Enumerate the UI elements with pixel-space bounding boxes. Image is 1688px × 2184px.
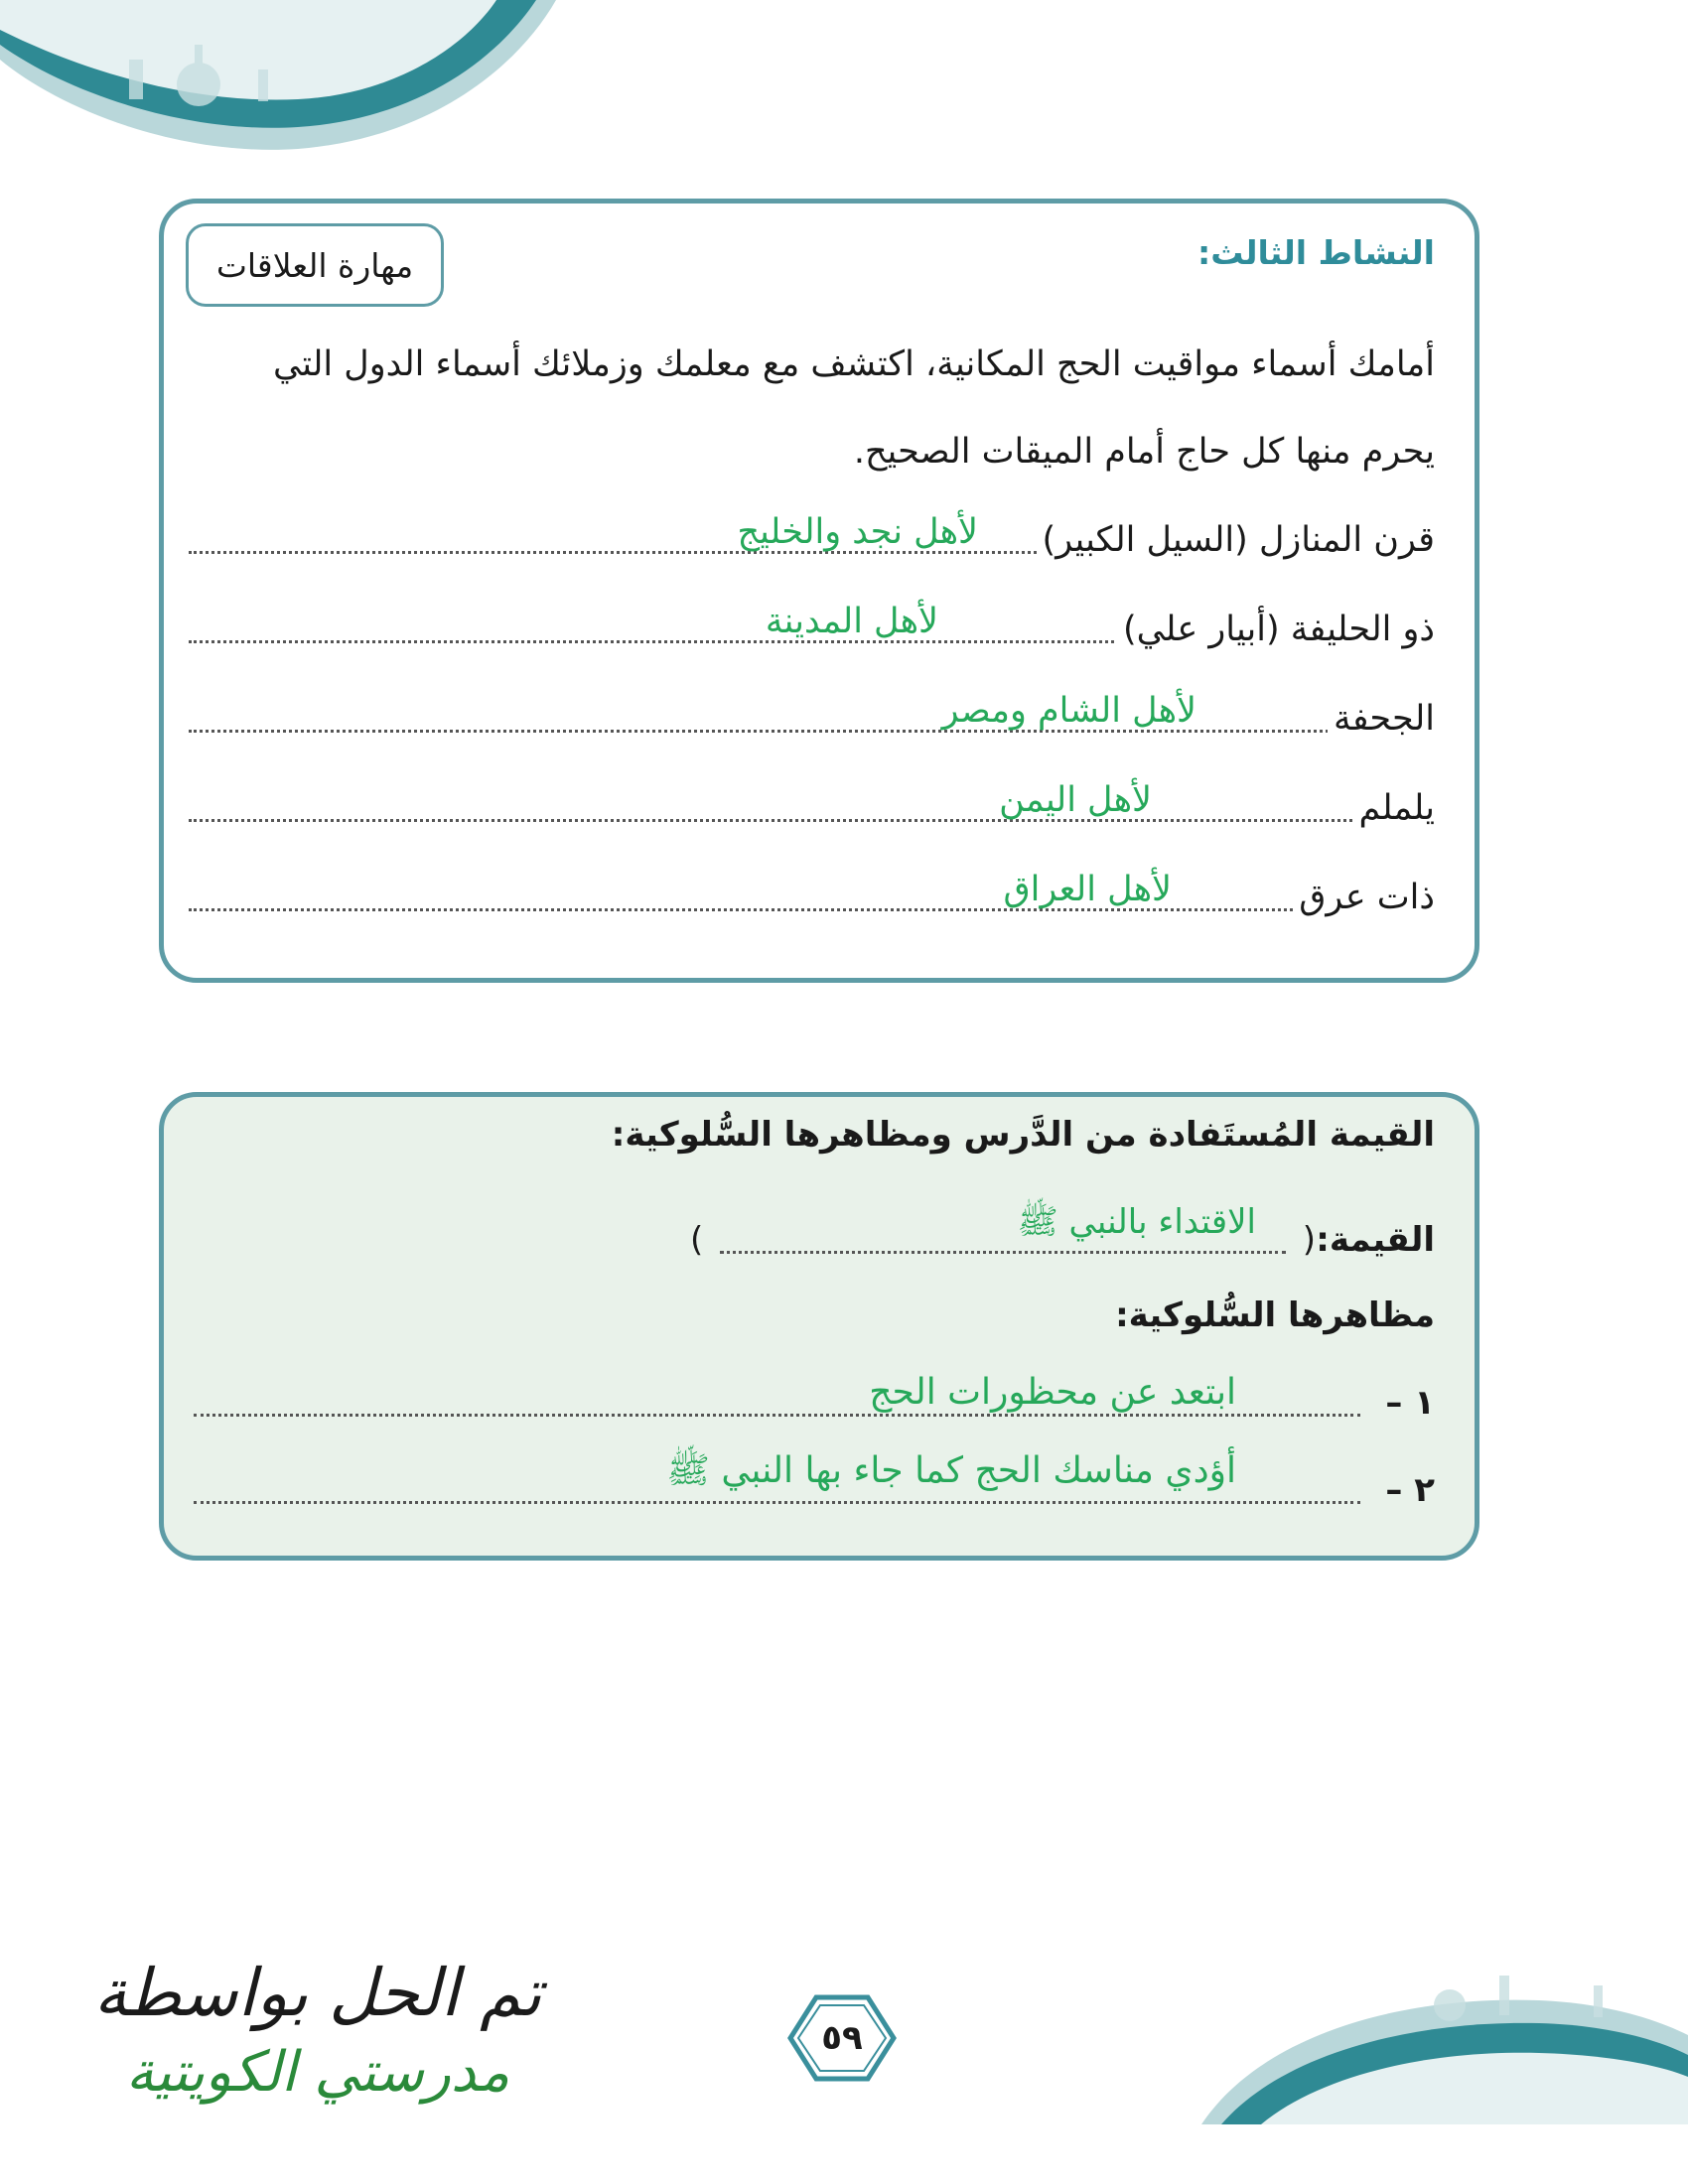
miqat-row: [189, 764, 1435, 834]
top-ornament: [0, 0, 556, 169]
open-paren: (: [1302, 1220, 1316, 1260]
answer-line: [189, 730, 1435, 733]
value-heading: القيمة المُستَفادة من الدَّرس ومظاهرها السُّلوكية:: [611, 1115, 1435, 1155]
item-number: ١ –: [1385, 1383, 1435, 1423]
answer-line: [194, 1501, 1360, 1504]
miqat-row: [189, 496, 1435, 566]
answer-line: [189, 908, 1435, 911]
miqat-label: يلملم: [1353, 788, 1435, 828]
miqat-answer: لأهل المدينة: [765, 602, 938, 641]
value-row: [541, 1204, 1435, 1264]
skill-badge: مهارة العلاقات: [186, 223, 444, 307]
close-paren: ): [690, 1220, 704, 1260]
miqat-answer: لأهل العراق: [1003, 870, 1172, 909]
signature: [60, 1951, 576, 2119]
bottom-ornament: [1201, 1966, 1688, 2124]
miqat-row: [189, 854, 1435, 923]
value-label: القيمة:: [1316, 1220, 1435, 1260]
activity-title: النشاط الثالث:: [1197, 233, 1435, 272]
miqat-label: قرن المنازل (السيل الكبير): [1037, 520, 1435, 560]
answer-line: [194, 1414, 1360, 1417]
answer-line: [189, 819, 1435, 822]
miqat-answer: لأهل اليمن: [999, 780, 1152, 820]
behavior-item: [194, 1444, 1435, 1514]
miqat-label: الجحفة: [1328, 699, 1435, 739]
miqat-label: ذو الحليفة (أبيار علي): [1117, 610, 1435, 649]
signature-line-1: تم الحل بواسطة: [93, 1955, 542, 2031]
behaviors-heading: مظاهرها السُّلوكية:: [1115, 1296, 1435, 1335]
behavior-item: [194, 1357, 1435, 1427]
behavior-answer: ابتعد عن محظورات الحج: [869, 1372, 1236, 1413]
signature-line-2: مدرستي الكويتية: [125, 2040, 510, 2105]
miqat-answer: لأهل الشام ومصر: [941, 691, 1196, 731]
behavior-answer: أؤدي مناسك الحج كما جاء بها النبي ﷺ: [666, 1450, 1236, 1491]
miqat-answer: لأهل نجد والخليج: [737, 512, 978, 552]
miqat-label: ذات عرق: [1293, 878, 1435, 917]
page-number: ٥٩: [821, 2018, 863, 2058]
answer-line: [720, 1251, 1286, 1254]
activity-box: [159, 199, 1479, 983]
value-answer: الاقتداء بالنبي ﷺ: [1017, 1202, 1256, 1242]
item-number: ٢ –: [1385, 1470, 1435, 1510]
miqat-row: [189, 675, 1435, 745]
miqat-row: [189, 586, 1435, 655]
activity-instructions: أمامك أسماء مواقيت الحج المكانية، اكتشف مع معلمك وزملائك أسماء الدول التي يحرم منها كل حاج أمام الميقات الصحيح.: [273, 344, 1435, 472]
value-box: [159, 1092, 1479, 1561]
